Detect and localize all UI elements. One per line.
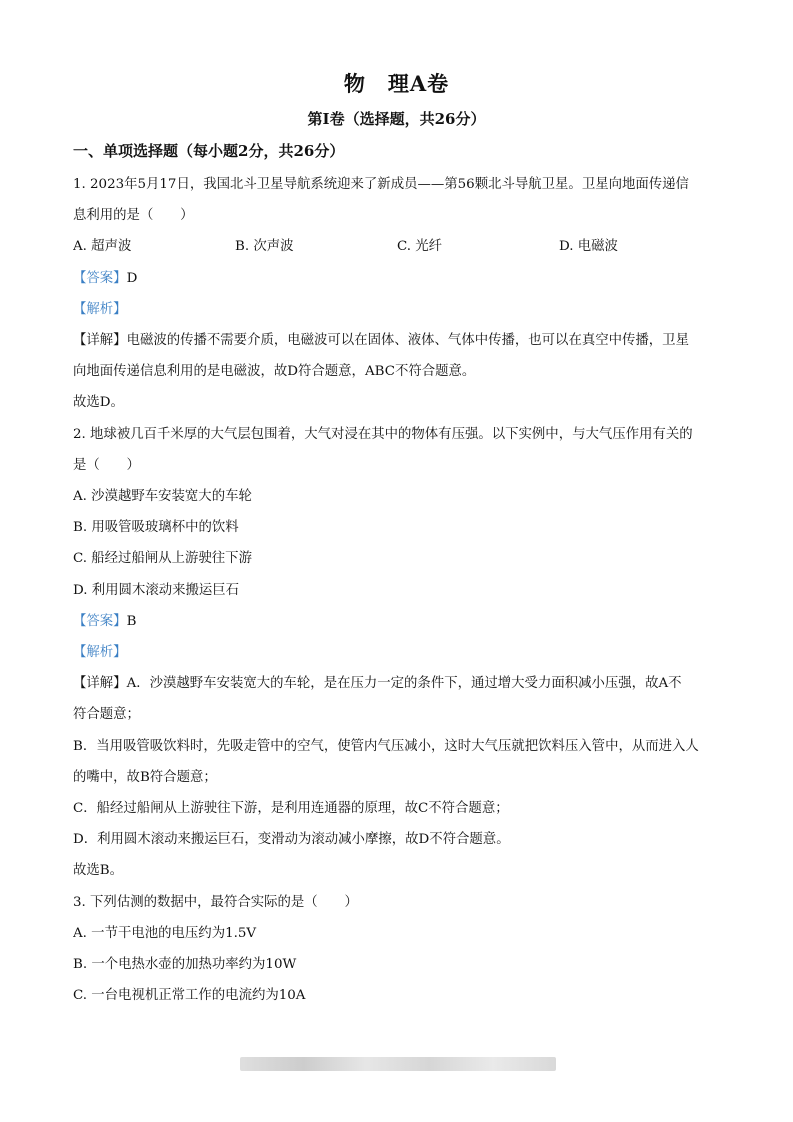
question-1-option-a: A. 超声波: [73, 239, 132, 255]
question-1-option-c: C. 光纤: [397, 239, 443, 255]
answer-value: D: [126, 270, 138, 286]
question-2-conclusion: 故选B。: [73, 863, 124, 879]
question-1-stem-line2: 息利用的是（ ）: [73, 208, 194, 224]
question-1-detail-line2: 向地面传递信息利用的是电磁波，故D符合题意，ABC不符合题意。: [73, 364, 476, 380]
question-2-answer: [73, 606, 721, 637]
paper-subtitle: 第Ⅰ卷（选择题，共26分）: [307, 110, 486, 128]
analysis-tag: 【解析】: [73, 301, 127, 317]
question-1-answer: [73, 263, 721, 294]
question-1-option-b: B. 次声波: [235, 239, 294, 255]
answer-value: B: [126, 613, 137, 629]
question-2-option-c: C. 船经过船闸从上游驶往下游: [73, 551, 252, 567]
analysis-tag: 【解析】: [73, 645, 127, 661]
question-2-option-d: D. 利用圆木滚动来搬运巨石: [73, 582, 240, 598]
blurred-footer-watermark: [240, 1057, 556, 1071]
question-2-option-b: B. 用吸管吸玻璃杯中的饮料: [73, 520, 239, 536]
answer-tag: 【答案】: [73, 270, 127, 286]
question-2-analysis: [73, 637, 721, 668]
question-2-detail-line6: D．利用圆木滚动来搬运巨石，变滑动为滚动减小摩擦，故D不符合题意。: [73, 832, 510, 848]
question-2-stem-line1: 2. 地球被几百千米厚的大气层包围着，大气对浸在其中的物体有压强。以下实例中，与大气压作用有关的: [73, 426, 693, 442]
question-2-detail-line4: 的嘴中，故B符合题意；: [73, 769, 217, 785]
question-3-option-c: C. 一台电视机正常工作的电流约为10A: [73, 988, 306, 1004]
question-1-options: [73, 231, 721, 262]
question-1-analysis: [73, 294, 721, 325]
detail-text: 电磁波的传播不需要介质，电磁波可以在固体、液体、气体中传播，也可以在真空中传播，卫星: [126, 333, 689, 349]
question-3-stem: 3. 下列估测的数据中，最符合实际的是（ ）: [73, 894, 358, 910]
question-2-detail-line1: [73, 668, 721, 699]
paper-title: 物 理A卷: [343, 71, 450, 96]
question-2-stem-line2: 是（ ）: [73, 457, 140, 473]
question-3-option-b: B. 一个电热水壶的加热功率约为10W: [73, 957, 297, 973]
question-1-conclusion: 故选D。: [73, 395, 124, 411]
question-1-stem-line1: 1. 2023年5月17日，我国北斗卫星导航系统迎来了新成员——第56颗北斗导航卫星。卫星向地面传递信: [73, 177, 689, 192]
question-2-detail-line5: C．船经过船闸从上游驶往下游，是利用连通器的原理，故C不符合题意；: [73, 801, 509, 817]
question-2-option-a: A. 沙漠越野车安装宽大的车轮: [73, 489, 252, 505]
section-heading: 一、单项选择题（每小题2分，共26分）: [73, 142, 345, 160]
detail-tag: 【详解】: [73, 333, 127, 349]
detail-text: A．沙漠越野车安装宽大的车轮，是在压力一定的条件下，通过增大受力面积减小压强，故A不: [126, 676, 682, 692]
question-2-detail-line2: 符合题意；: [73, 707, 140, 723]
question-1-option-d: D. 电磁波: [559, 239, 618, 255]
question-list: [73, 169, 721, 1011]
answer-tag: 【答案】: [73, 613, 127, 629]
question-3-option-a: A. 一节干电池的电压约为1.5V: [73, 925, 257, 941]
question-2-detail-line3: B．当用吸管吸饮料时，先吸走管中的空气，使管内气压减小，这时大气压就把饮料压入管中，从而进入人: [73, 738, 699, 754]
question-1-detail-line1: [73, 325, 721, 356]
detail-tag: 【详解】: [73, 676, 127, 692]
